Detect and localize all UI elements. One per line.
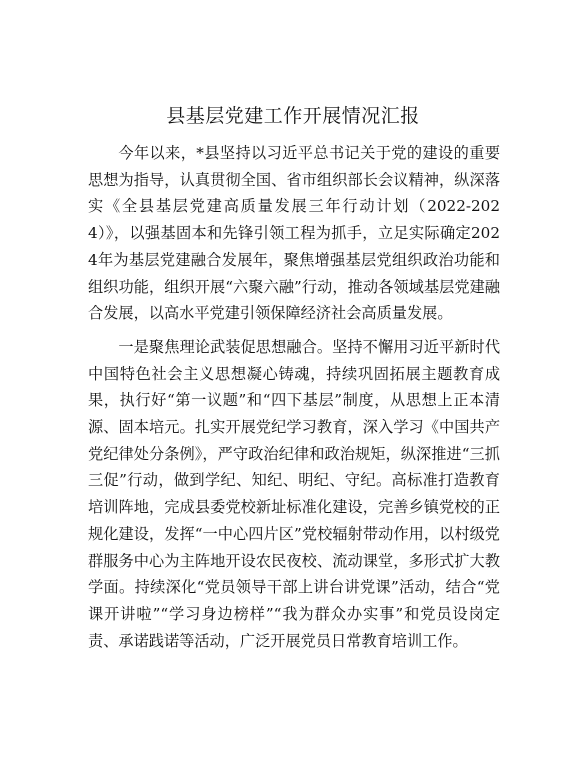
intro-paragraph: 今年以来，*县坚持以习近平总书记关于党的建设的重要思想为指导，认真贯彻全国、省市组织部长会议精神，纵深落实《全县基层党建高质量发展三年行动计划（2022-2024）》，以强基固本和先锋引领工程为抓手，立足实际确定2024年为基层党建融合发展年，聚焦增强基层党组织政治功能和组织功能，组织开展“六聚六融”行动，推动各领域基层党建融合发展，以高水平党建引领保障经济社会高质量发展。: [88, 144, 500, 323]
document-body: [88, 140, 500, 654]
document-title: 县基层党建工作开展情况汇报: [166, 105, 420, 127]
section-one-paragraph: 一是聚焦理论武装促思想融合。坚持不懈用习近平新时代中国特色社会主义思想凝心铸魂，持续巩固拓展主题教育成果，执行好“第一议题”和“四下基层”制度，从思想上正本清源、固本培元。扎实开展党纪学习教育，深入学习《中国共产党纪律处分条例》，严守政治纪律和政治规矩，纵深推进“三抓三促”行动，做到学纪、知纪、明纪、守纪。高标准打造教育培训阵地，完成县委党校新址标准化建设，完善乡镇党校的正规化建设，发挥“一中心四片区”党校辐射带动作用，以村级党群服务中心为主阵地开设农民夜校、流动课堂，多形式扩大教学面。持续深化“党员领导干部上讲台讲党课”活动，结合“党课开讲啦”“学习身边榜样”“我为群众办实事”和党员设岗定责、承诺践诺等活动，广泛开展党员日常教育培训工作。: [88, 337, 500, 650]
